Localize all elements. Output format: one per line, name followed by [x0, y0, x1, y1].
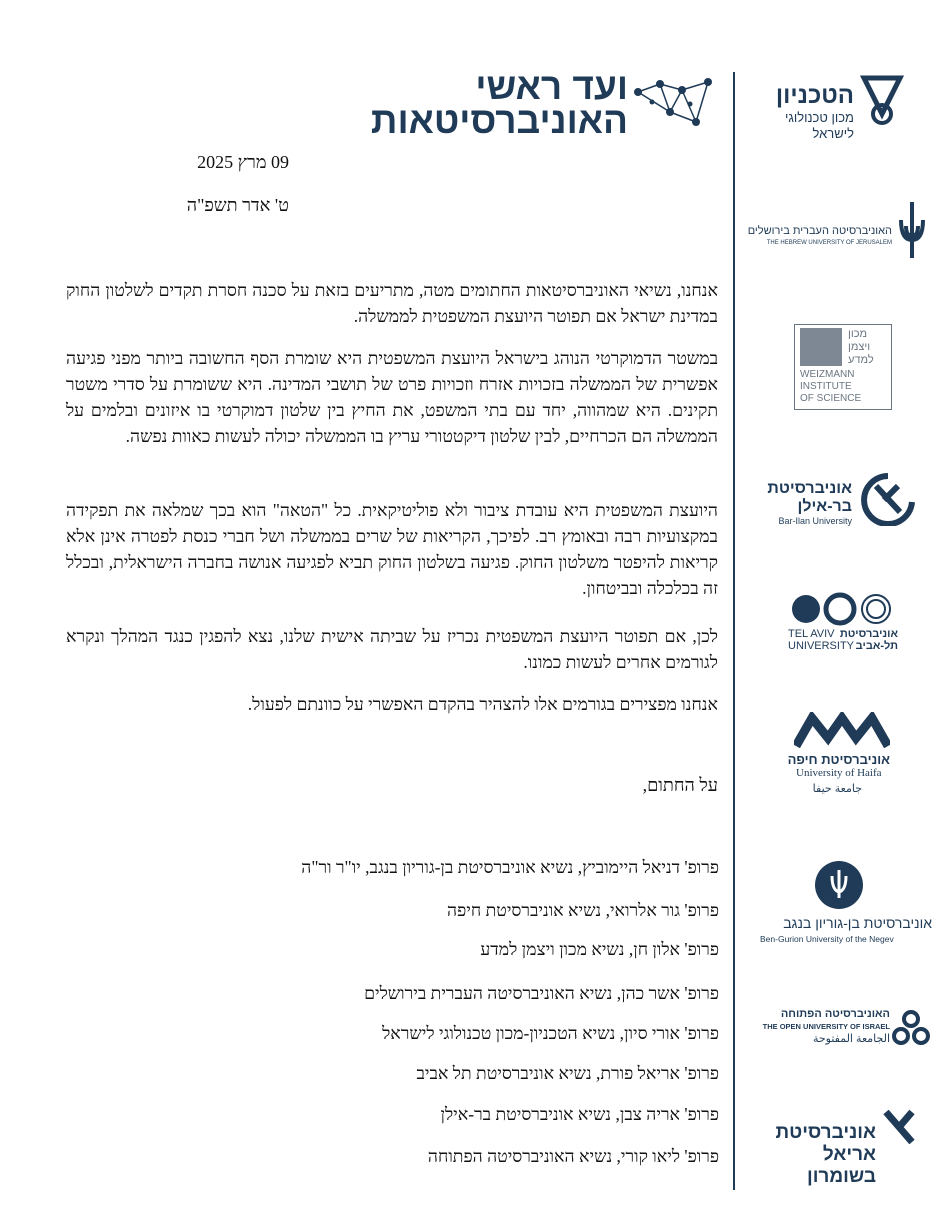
open-university-ar: الجامعة المفتوحة: [812, 1033, 890, 1045]
haifa-logo: [752, 712, 932, 802]
open-university-logo: [752, 1008, 932, 1048]
open-university-he: האוניברסיטה הפתוחה: [780, 1008, 890, 1020]
tel-aviv-en1: TEL AVIV: [788, 628, 835, 640]
ariel-logo: [752, 1108, 932, 1188]
paragraph-5: אנחנו מפצירים בגורמים אלו להצהיר בהקדם האפשרי על כוונתם לפעול.: [247, 694, 718, 714]
ben-gurion-logo: [752, 860, 932, 950]
menorah-icon: [897, 200, 927, 260]
hebrew-university-logo: [747, 200, 932, 262]
hebrew-university-name-he: האוניברסיטה העברית בירושלים: [747, 225, 892, 237]
ariel-l1: אוניברסיטת: [775, 1122, 876, 1143]
technion-sub2: לישראל: [812, 126, 854, 141]
signatory: פרופ' אלון חן, נשיא מכון ויצמן למדע: [480, 939, 719, 959]
signatory: פרופ' אשר כהן, נשיא האוניברסיטה העברית בירושלים: [364, 983, 719, 1003]
weizmann-en3: OF SCIENCE: [800, 393, 862, 404]
signatory: פרופ' אורי סיון, נשיא הטכניון-מכון טכנולוגי לישראל: [382, 1023, 719, 1043]
weizmann-en1: WEIZMANN: [800, 369, 855, 380]
ariel-l2: אריאל: [822, 1144, 876, 1165]
bar-ilan-emblem-icon: [860, 472, 916, 526]
signatory: פרופ' דניאל היימוביץ, נשיא אוניברסיטת בן-גוריון בנגב, יו"ר ור"ה: [301, 857, 719, 877]
hebrew-university-name-en: THE HEBREW UNIVERSITY OF JERUSALEM: [766, 240, 892, 246]
open-university-en: THE OPEN UNIVERSITY OF ISRAEL: [762, 1022, 890, 1031]
date-hebrew: ט' אדר תשפ"ה: [186, 195, 289, 215]
ariel-l3: בשומרון: [806, 1166, 876, 1187]
signatory: פרופ' ליאו קורי, נשיא האוניברסיטה הפתוחה: [427, 1146, 719, 1166]
paragraph-1: אנחנו, נשיאי האוניברסיטאות החתומים מטה, מתריעים בזאת על סכנה חסרת תקדים לשלטון החוק במדינת ישראל אם תפוטר היועצת המשפטית לממשלה.: [66, 280, 718, 326]
weizmann-he3: למדע: [848, 354, 874, 366]
vertical-divider: [733, 72, 735, 1190]
haifa-waves-icon: [794, 712, 890, 748]
weizmann-logo: [752, 324, 932, 410]
paragraph-2: במשטר הדמוקרטי הנוהג בישראל היועצת המשפטית היא שומרת הסף החשובה ביותר מפני פגיעה אפשרית של הממשלה בזכויות אזרח וזכויות פרט של תושבי המדינה. היא ששומרת על סדרי משטר תקינים. היא שמהווה, יחד עם בתי המשפט, את החיץ בין שלטון דמוקרטי בו איזונים ובלמים על הממשלה הם הכרחיים, לבין שלטון דיקטטורי עריץ בו הממשלה יכולה לעשות כאוות נפשה.: [66, 348, 718, 446]
bar-ilan-he2: בר-אילן: [797, 498, 852, 515]
letterhead-title-line1: ועד ראשי: [475, 66, 628, 107]
ben-gurion-emblem-icon: [814, 860, 864, 910]
bar-ilan-logo: [752, 470, 932, 530]
signatory: פרופ' גור אלרואי, נשיא אוניברסיטת חיפה: [447, 900, 719, 920]
tree-icon: [800, 328, 842, 366]
network-icon: [630, 72, 720, 132]
haifa-ar: جامعة حيفا: [812, 783, 862, 795]
tel-aviv-he1: אוניברסיטת: [839, 628, 898, 640]
paragraph-4: לכן, אם תפוטר היועצת המשפטית נכריז על שביתה אישית שלנו, נצא להפגין כנגד המהלך ונקרא לגורמים אחרים לעשות כמונו.: [66, 626, 718, 672]
tel-aviv-logo: [752, 592, 932, 654]
technion-logo: [752, 72, 932, 152]
tel-aviv-circles-icon: [788, 592, 898, 626]
bar-ilan-en: Bar-Ilan University: [778, 516, 852, 526]
haifa-he: אוניברסיטת חיפה: [787, 752, 890, 767]
weizmann-he1: מכון: [848, 328, 868, 340]
open-university-emblem-icon: [892, 1010, 930, 1046]
date-gregorian: 09 מרץ 2025: [197, 152, 289, 172]
technion-emblem-icon: [860, 74, 904, 126]
technion-name: הטכניון: [775, 82, 854, 109]
ben-gurion-en: Ben-Gurion University of the Negev: [760, 934, 894, 944]
letterhead: [300, 58, 720, 148]
bar-ilan-he1: אוניברסיטת: [767, 480, 852, 497]
tel-aviv-he2: תל-אביב: [855, 640, 898, 652]
weizmann-he2: ויצמן: [848, 341, 871, 353]
tel-aviv-en2: UNIVERSITY: [788, 640, 855, 652]
haifa-en: University of Haifa: [796, 767, 882, 779]
letterhead-title-line2: האוניברסיטאות: [370, 100, 628, 141]
paragraph-3: היועצת המשפטית היא עובדת ציבור ולא פוליטיקאית. כל "הטאה" הוא בכך שמלאה את תפקידה במקצועיות רבה ובאומץ רב. לפיכך, הקריאות של שרים בממשלה ושל חברי כנסת לפטרה אינן אלא קריאות להיפטר משלטון החוק. פגיעה בשלטון החוק תביא לפגיעה אנושה בחברה הישראלית, ובכלל זה בכלכלה ובביטחון.: [66, 500, 718, 598]
ariel-emblem-icon: [882, 1108, 916, 1144]
closing: על החתום,: [642, 775, 718, 795]
signatory: פרופ' אריה צבן, נשיא אוניברסיטת בר-אילן: [440, 1104, 719, 1124]
ben-gurion-he: אוניברסיטת בן-גוריון בנגב: [783, 915, 932, 931]
signatory: פרופ' אריאל פורת, נשיא אוניברסיטת תל אביב: [416, 1063, 719, 1083]
technion-sub1: מכון טכנולוגי: [784, 110, 854, 125]
weizmann-en2: INSTITUTE: [800, 381, 852, 392]
